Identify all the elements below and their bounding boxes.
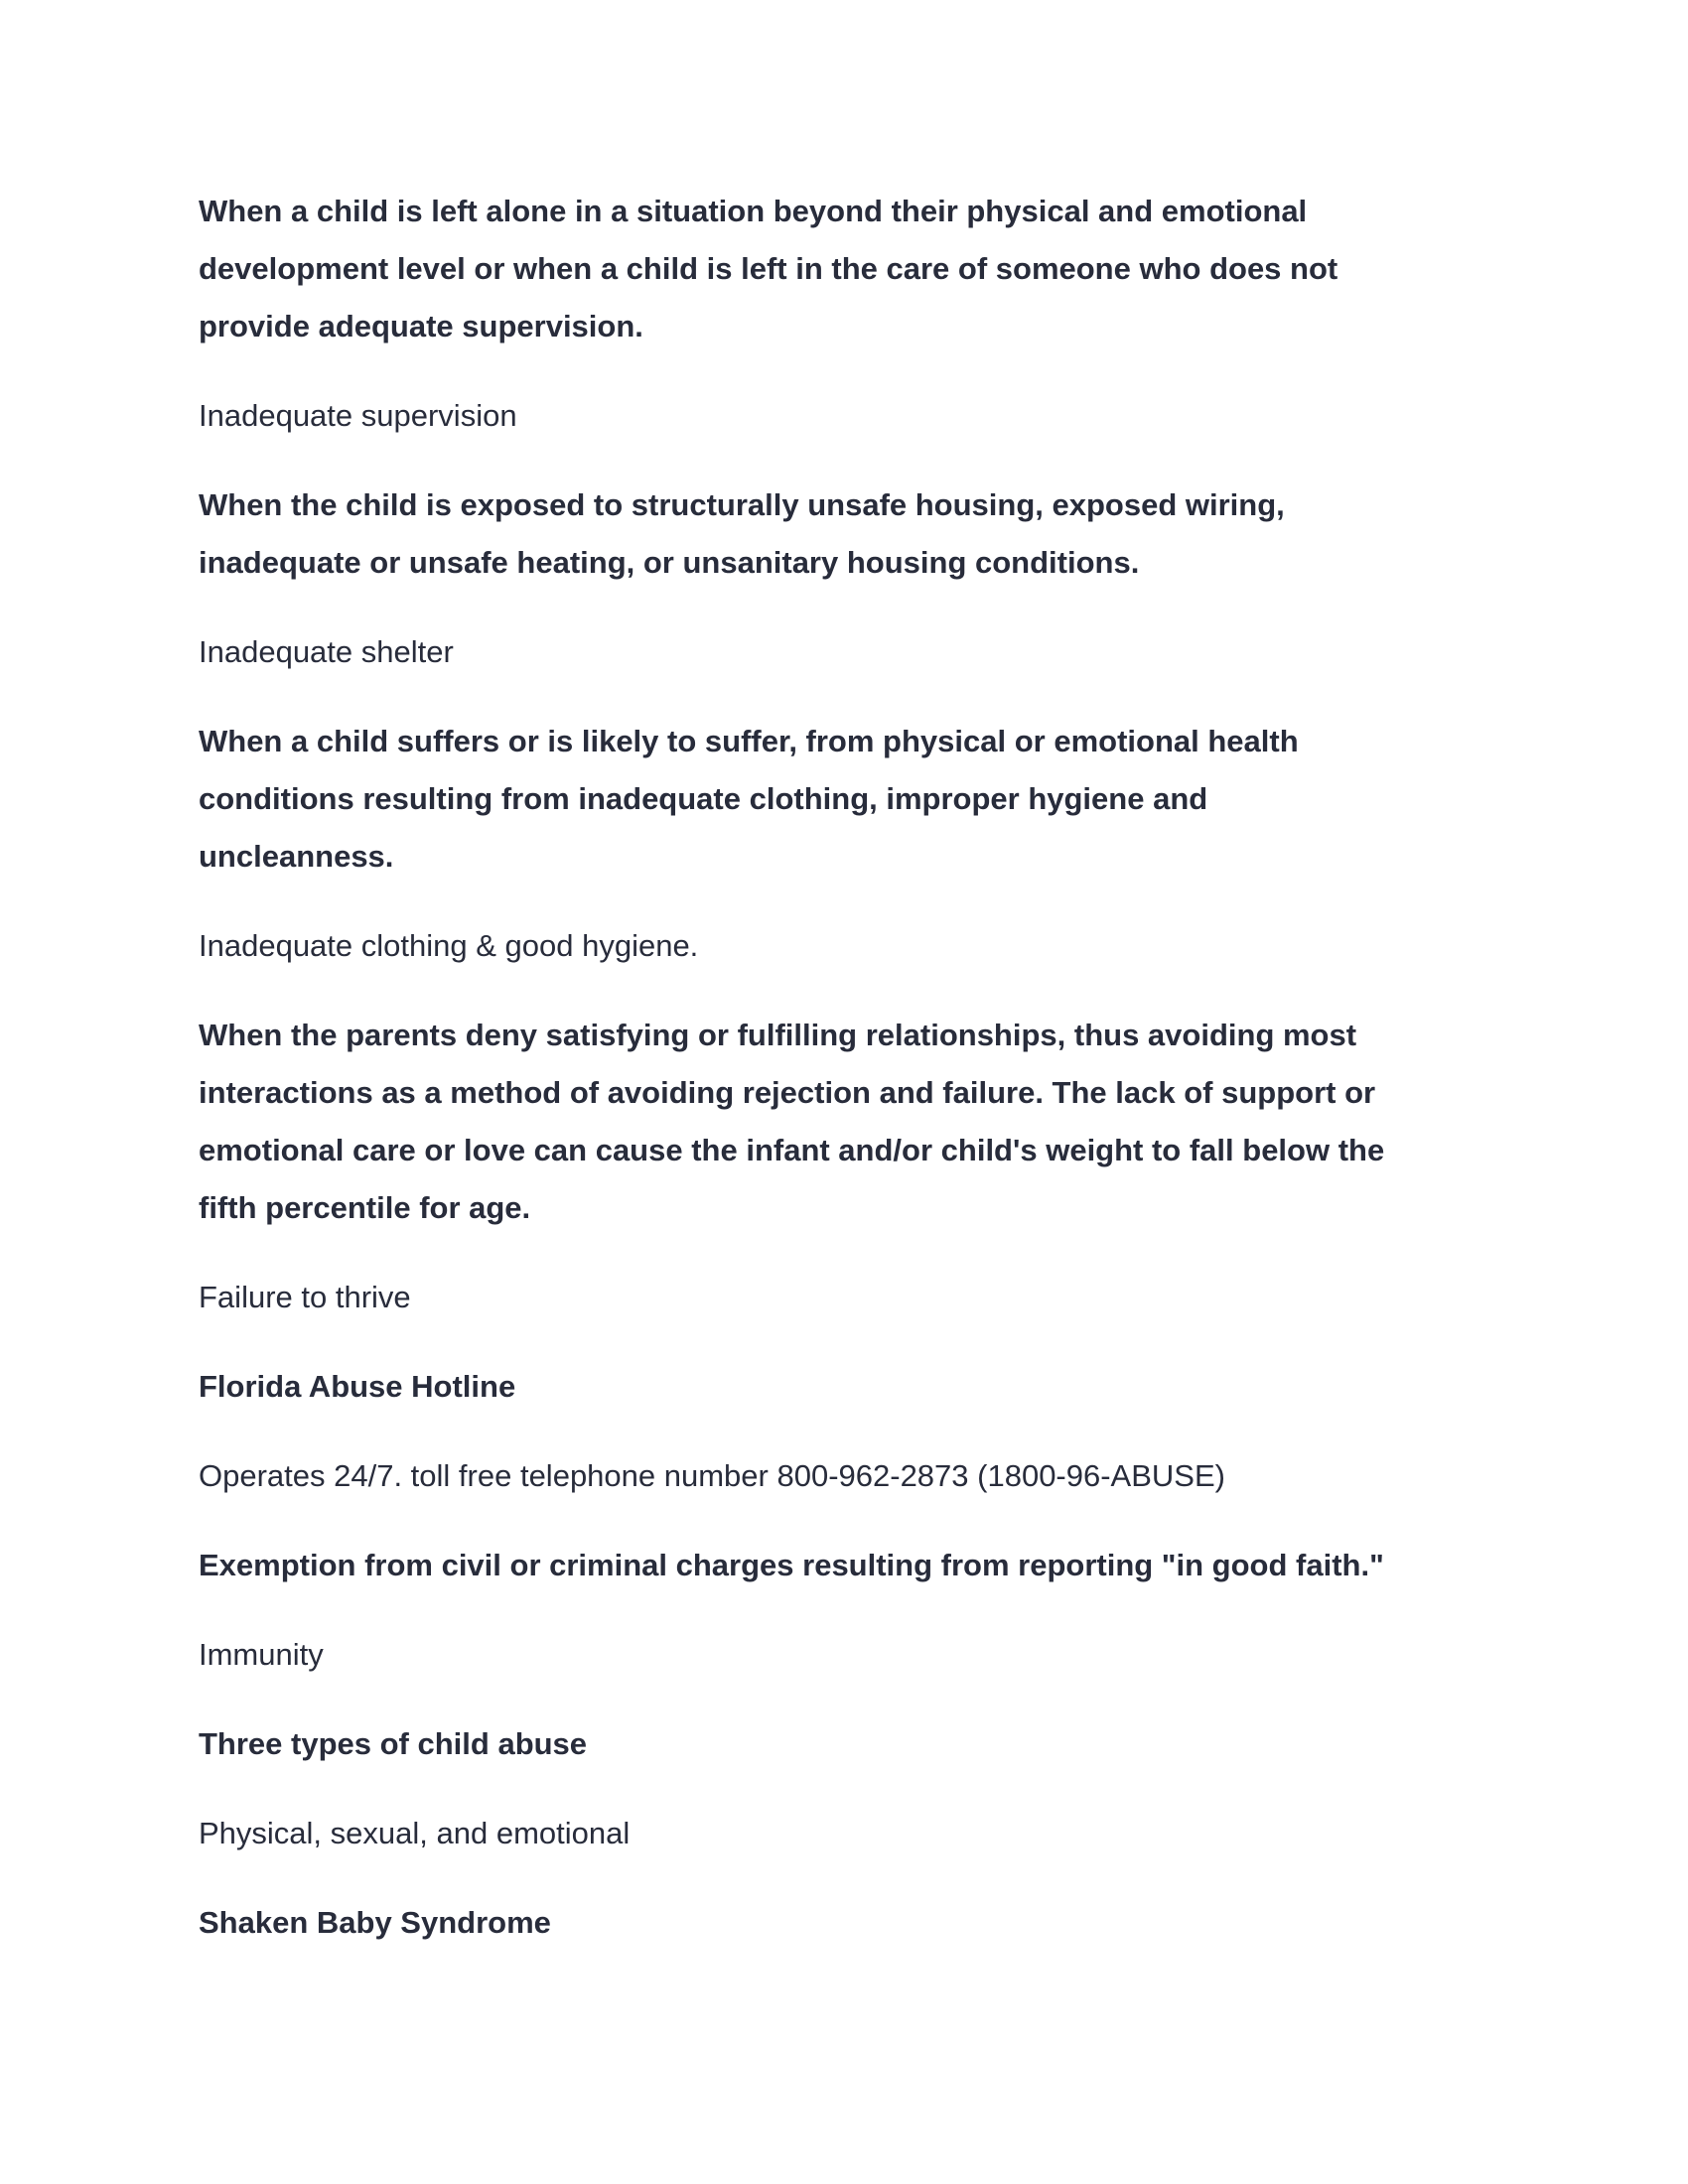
flashcard-term <box>199 1894 1509 1952</box>
flashcard-term <box>199 1007 1509 1237</box>
text-line: Florida Abuse Hotline <box>199 1369 516 1404</box>
flashcard-definition <box>199 623 1509 681</box>
flashcard-term <box>199 477 1509 592</box>
flashcard-definition <box>199 1447 1509 1505</box>
text-line: inadequate or unsafe heating, or unsanitary housing conditions. <box>199 545 1140 580</box>
text-line: When the child is exposed to structurally unsafe housing, exposed wiring, <box>199 487 1285 522</box>
text-line: Immunity <box>199 1637 324 1672</box>
flashcard-definition <box>199 1269 1509 1326</box>
text-line: emotional care or love can cause the infant and/or child's weight to fall below the <box>199 1133 1385 1167</box>
flashcard-definition <box>199 1626 1509 1684</box>
text-line: conditions resulting from inadequate clothing, improper hygiene and <box>199 781 1208 816</box>
text-line: uncleanness. <box>199 839 394 874</box>
document-body <box>199 183 1509 1983</box>
text-line: When a child suffers or is likely to suffer, from physical or emotional health <box>199 724 1299 758</box>
flashcard-definition <box>199 1805 1509 1862</box>
flashcard-definition <box>199 387 1509 445</box>
flashcard-term <box>199 183 1509 355</box>
text-line: Inadequate clothing & good hygiene. <box>199 928 699 963</box>
flashcard-term <box>199 1715 1509 1773</box>
text-line: fifth percentile for age. <box>199 1190 531 1225</box>
text-line: Operates 24/7. toll free telephone number 800-962-2873 (1800-96-ABUSE) <box>199 1458 1225 1493</box>
text-line: Inadequate shelter <box>199 634 454 669</box>
text-line: interactions as a method of avoiding rejection and failure. The lack of support or <box>199 1075 1376 1110</box>
text-line: When the parents deny satisfying or fulfilling relationships, thus avoiding most <box>199 1018 1357 1052</box>
flashcard-term <box>199 1537 1509 1594</box>
text-line: Failure to thrive <box>199 1280 411 1314</box>
flashcard-term <box>199 713 1509 886</box>
text-line: When a child is left alone in a situation beyond their physical and emotional <box>199 194 1308 228</box>
flashcard-term <box>199 1358 1509 1416</box>
text-line: Exemption from civil or criminal charges resulting from reporting "in good faith." <box>199 1548 1384 1582</box>
text-line: Inadequate supervision <box>199 398 517 433</box>
text-line: Physical, sexual, and emotional <box>199 1816 631 1850</box>
flashcard-definition <box>199 917 1509 975</box>
text-line: provide adequate supervision. <box>199 309 643 343</box>
text-line: Shaken Baby Syndrome <box>199 1905 551 1940</box>
text-line: Three types of child abuse <box>199 1726 588 1761</box>
text-line: development level or when a child is left in the care of someone who does not <box>199 251 1338 286</box>
